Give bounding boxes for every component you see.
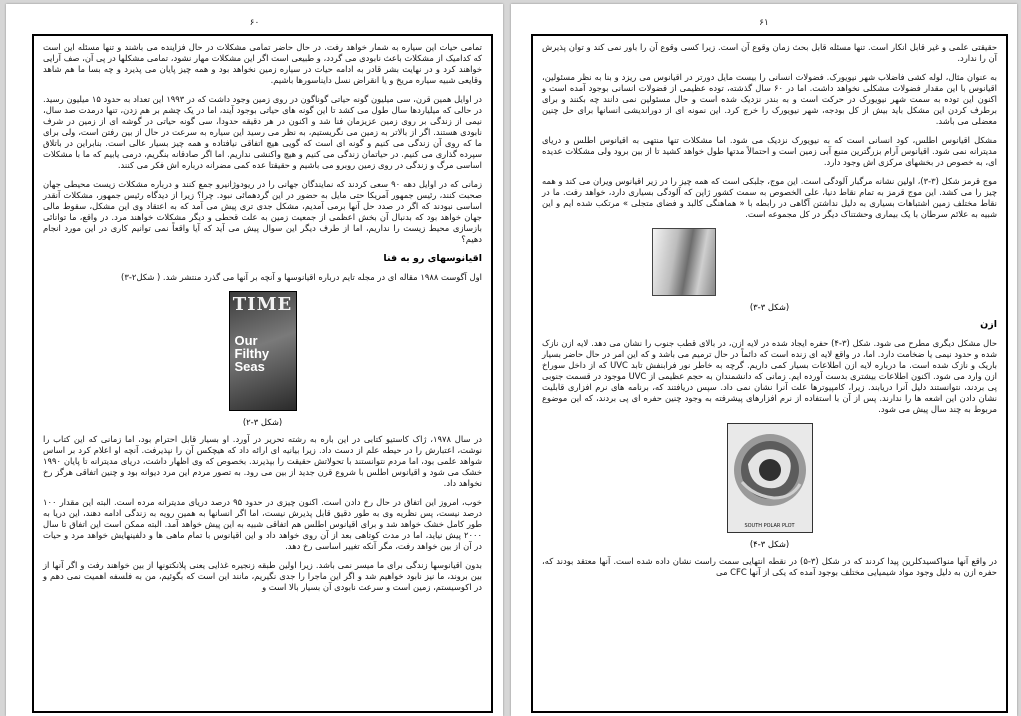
red-tide-figure: [542, 228, 997, 300]
page-number: ۶۱: [759, 18, 769, 28]
figure-caption: (شکل ۳-۴): [749, 539, 790, 549]
paragraph: موج قرمز شکل (۳-۳)، اولین نشانه مرگبار آلودگی است. این موج، جلبکی است که همه چیز را در زیر اقیانوس ویران می کند و همه چیز را می کشد. این موج قرمز به تمام نقاط دنیا، علی الخصوص به سمت کشور ژاپن که آلودگی بسیاری دارد، خواهد رفت. ما در نقاط مختلف زمین اشتباهات بسیاری به دلیل نداشتن آگاهی در رابطه با « هماهنگی کالبد و فضای متجلی » مرتکب شده ایم و این شبیه به علائم سرطان با یک بیماری وحشتناک دیگر در کل مجموعه است.: [542, 176, 997, 219]
paragraph: اول آگوست ۱۹۸۸ مقاله ای در مجله تایم درباره اقیانوسها و آنچه بر آنها می گذرد منتشر شد. ( شکل۲-۳): [121, 272, 482, 282]
page-number: ۶۰: [249, 18, 260, 28]
paragraph: بدون اقیانوسها زندگی برای ما میسر نمی باشد. زیرا اولین طبقه زنجیره غذایی یعنی پلانکتونها از بین خواهند رفت و اگر آنها از بین بروند، ما نیز نابود خواهیم شد و اگر این ماجرا را جدی نگیریم، مانند این است که بگوئیم، من به فلسفه اهمیت نمی دهم و در اکوسیستم، زمین است و سرعت نابودی آن بسیار بالا است و: [43, 560, 482, 592]
time-cover-figure: [43, 291, 482, 415]
time-magazine-cover-image: [229, 291, 297, 411]
ozone-hole-plot-image: [727, 423, 813, 533]
plot-label: SOUTH POLAR PLOT: [744, 523, 795, 529]
right-page: [511, 4, 1017, 716]
left-page: [6, 4, 503, 716]
figure-caption: (شکل ۳-۳): [749, 302, 790, 312]
paragraph: زمانی که در اوایل دهه ۹۰ سعی کردند که نمایندگان جهانی را در ریودوژانیرو جمع کنند و درباره مشکلات زیست محیطی جهان صحبت کنند، رئیس جمهور آمریکا حتی مایل به حضور در این گردهمائی نبود. چرا؟ زیرا از دیدگاه رئیس جمهور، مشکلات آنقدر اساسی نبودند که اگر در صدد حل آنها برمی آمدیم، مشکل جدی تری پیش می آمد که به اعتقاد وی این مشکل، سقوط مالی جهان خواهد بود که بدنبال آن بخش اعظمی از جمعیت زمین به علت قحطی و دیگر مشکلات خواهند مرد. در واقع، ما توانائی بازسازی محیط زیست را نداریم، اما از طرف دیگر این سوال پیش می آید که آیا واقعاً نمی توانیم کاری در این مورد انجام دهیم؟: [43, 179, 482, 244]
page-frame: [32, 34, 493, 713]
red-tide-photo: [652, 228, 716, 296]
paragraph: در اوایل همین قرن، سی میلیون گونه حیاتی گوناگون در روی زمین وجود داشت که در ۱۹۹۳ این تعداد به حدود ۱۵ میلیون رسید. در حالی که میلیاردها سال طول می کشد تا این گونه های حیاتی بوجود آیند، اما در یک چشم بر هم زدن، تنها درمدت صد سال، نیمی از زندگی بر روی زمین عزیزمان فنا شد و اکنون در هر دقیقه حدودا، سی گونه حیاتی در گوشه ای از زمین در شرف نابودی هستند. اگر از بالاتر به زمین می نگریستیم، به نظر می رسید این سیاره به سرعت در حال از بین رفتن است، ولی برای ما که روی آن زندگی می کنیم و گونه ای است که گویی هیچ اتفاقی نیافتاده و همه چیز بسیار عالی است. بنابراین در باتلاق سپرده گذاری می کنیم. در حیاتمان زندگی می کنیم و هیچ واکنشی نداریم. اما اگر صادقانه بنگریم، درمی یابیم که ما با مشکلات اساسی مرگ و زندگی در روی زمین روبرو می باشیم و حقیقتا عده کمی مضرانه درباره اش فکر می کنند.: [43, 94, 482, 170]
cover-title: TIME: [232, 294, 293, 315]
paragraph: در واقع آنها منواکسیدکلرین پیدا کردند که در شکل (۳-۵) در نقطه انتهایی سمت راست نشان داده شده است. آنها معتقد بودند که، حفره ازن به دلیل وجود مواد شیمیایی مختلف بوجود آمده که یکی از آنها CFC می: [542, 556, 997, 577]
paragraph: مشکل اقیانوس اطلس، کود انسانی است که به نیویورک نزدیک می شود. اما مشکلات تنها منتهی به اقیانوس اطلس و دریای مدیترانه نمی شود. اقیانوس آرام بزرگترین منبع آبی زمین است و احتمالاً مدتها طول خواهد کشید تا از بین برود ولی مشکلات عدیده ای، به خصوص در بخشهای مرکزی اش وجود دارد.: [542, 135, 997, 167]
paragraph: در سال ۱۹۷۸، ژاک کاستیو کتابی در این باره به رشته تحریر در آورد. او بسیار قابل احترام بود، اما زمانی که این کتاب را نوشت، اعتبارش را در حیطه علم از دست داد. زیرا بیانیه ای ارائه داد که هیچکس آن را نپذیرفت. آنچه او اعلام کرد بر اساس شواهد علمی بود، اما مردم نتوانستند با تحولاتش حقیقت را بپذیرند. بخصوص که وی اظهار داشت، دریای مدیترانه تا پایان ۱۹۹۰ خشک می شود و اقیانوس اطلس با شروع قرن جدید از بین می رود. به تصور مردم این مرد دیوانه بود و چنین اتفاقی هرگز رخ نخواهد داد.: [43, 434, 482, 488]
cover-headline: Our Filthy Seas: [234, 333, 270, 374]
section-heading: اقیانوسهای رو به فنا: [383, 253, 482, 264]
paragraph: به عنوان مثال، لوله کشی فاضلاب شهر نیویورک. فضولات انسانی را بیست مایل دورتر در اقیانوس می ریزد و بنا به نظر مسئولین، اقیانوس با این مقدار فضولات مشکلی نخواهد داشت. اما در ۶۰ سال گذشته، توده عظیمی از فضولات انسانی بوجود آمده است و اکنون این توده به سمت شهر نیویورک در حرکت است و به بندر نزدیک شده است و حال مسئولین نمی دانند چه بکنند و برای برطرف کردن این مشکل باید بیش از کل بودجه، شهر نیویورک را خرج کرد. این نمونه ای از دوراندیشی انسانها برای حل چنین معضلی می باشد.: [542, 72, 997, 126]
page-frame: [531, 34, 1008, 713]
ozone-hole-figure: [542, 423, 997, 537]
paragraph: حقیقتی علمی و غیر قابل انکار است. تنها مسئله قابل بحث زمان وقوع آن است. زیرا کسی وقوع آن را باور نمی کند و توان پذیرش آن را ندارد.: [542, 42, 997, 63]
paragraph: خوب، امروز این اتفاق در حال رخ دادن است. اکنون چیزی در حدود ۹۵ درصد دریای مدیترانه مرده است. البته این مقدار ۱۰۰ درصد نیست، پس نظریه وی به طور دقیق قابل پذیرش نیست، اما اگر انسانها به همین رویه به زندگی ادامه دهند، این دریا به طور کامل خشک خواهد شد و برای اقیانوس اطلس هم اتفاقی شبیه به این پیش خواهد آمد. البته ممکن است این اتفاق تا سال ۲۰۰۰ پیش نیاید، اما در مدت کوتاهی بعد از آن روی خواهد داد و این اقیانوس با تمام ماهی ها و دلفینهایش خواهد مرد و حیات در آن از بین خواهد رفت، مگر آنکه تغییر اساسی رخ دهد.: [43, 497, 482, 551]
figure-caption: (شکل ۳-۲): [242, 417, 283, 427]
paragraph: حال مشکل دیگری مطرح می شود. شکل (۳-۴) حفره ایجاد شده در لایه ازن، در بالای قطب جنوب را نشان می دهد. لایه ازن نازک شده و حدود نیمی یا ضخامت دارد. اما، در واقع لایه ای زنده است که دائماً در حال ترمیم می باشد و که این امر در حال حاضر بسیار باریک و نازک شده است. ما درباره لایه ازن اطلاعات بسیار کمی داریم. گرچه به خاطر نور فرابنفش تابد UVC که از داخل سوراخ ازن وارد می شود. اکنون اطلاعات بیشتری بدست آورده ایم. زمانی که دانشمندان به حجم عظیمی از UVC موجود در قسمت جنوبی پی بردند، نتوانستند دلیل آنرا دریابند. زیرا، کامپیوترها علت آنرا نشان نمی داد. سپس دریافتند که، برنامه های نرم افزاری قابلیت نشان دادن این اشعه ها را ندارند. پس از آن با استفاده از نرم افزارهای پیشرفته به وجود چنین حفره ای پی بردند، که این موضوع مربوط به چند سال پیش می شود.: [542, 338, 998, 414]
section-heading: ازن: [980, 319, 997, 330]
paragraph: تمامی حیات این سیاره به شمار خواهد رفت. در حال حاضر تمامی مشکلات در حال فزاینده می باشند و تنها مسئله این است که کدامیک از مشکلات باعث نابودی می گردد، و طبیعی است اگر این مشکلات مهار نشود، تمامی مشکلها در پی آن، صف آرایی خواهند کرد و در نهایت بشر قادر به ادامه حیات در سیاره زمین نخواهد بود و همه چیز پایان می پذیرد و چه بسا ما هم شاهد وقایعی شبیه سیاره مریخ و یا انقراض نسل دایناسورها باشیم.: [43, 42, 482, 85]
